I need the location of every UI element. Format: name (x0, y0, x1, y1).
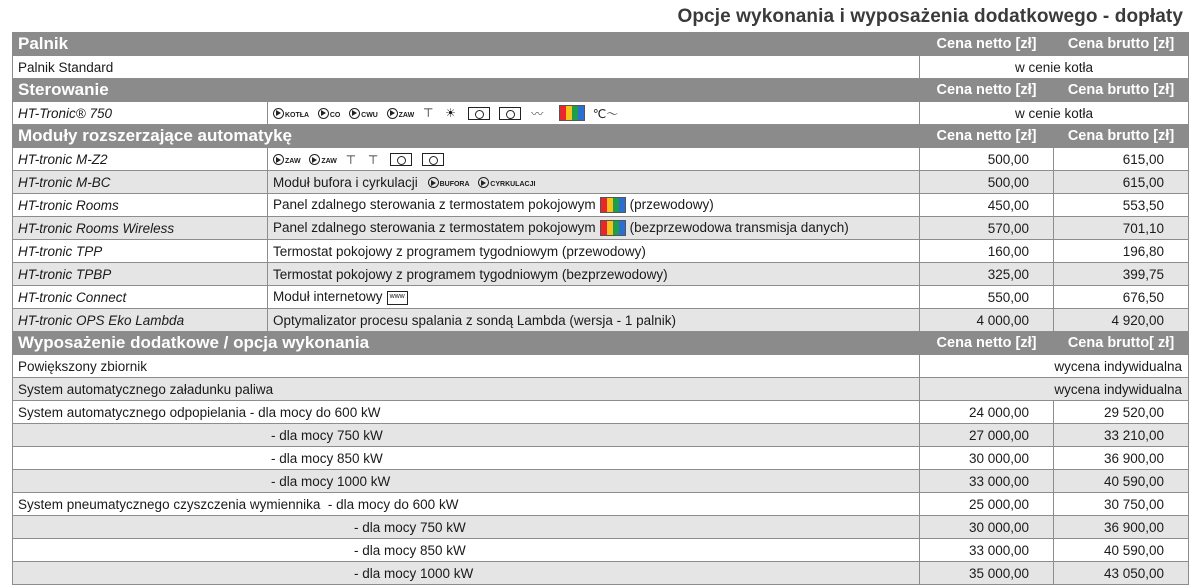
table-row (13, 355, 1189, 378)
price-net: 570,00 (920, 217, 1054, 240)
row-name: HT-tronic TPBP (13, 263, 268, 286)
section-header-sterowanie (13, 79, 1189, 102)
table-row (13, 56, 1189, 79)
price-table (12, 32, 1189, 585)
row-name: - dla mocy 750 kW (13, 424, 920, 447)
price-net: 24 000,00 (920, 401, 1054, 424)
row-name: System pneumatycznego czyszczenia wymiennika - dla mocy do 600 kW (13, 493, 920, 516)
price-net: 450,00 (920, 194, 1054, 217)
price-gross: 676,50 (1054, 286, 1189, 309)
row-desc: Termostat pokojowy z programem tygodniowym (przewodowy) (268, 240, 920, 263)
price-gross: 196,80 (1054, 240, 1189, 263)
temperature-chart-icon: ℃〜 (592, 106, 619, 121)
price-net: 30 000,00 (920, 447, 1054, 470)
row-name: - dla mocy 1000 kW (13, 470, 920, 493)
row-name: HT-tronic M-BC (13, 171, 268, 194)
row-desc: Panel zdalnego sterowania z termostatem pokojowym (przewodowy) (268, 194, 920, 217)
pump-icon: CYRKULACJI (478, 177, 535, 188)
sensor-icon (422, 153, 444, 166)
section-title: Palnik (13, 33, 920, 56)
table-row (13, 424, 1189, 447)
section-header-palnik (13, 33, 1189, 56)
page-title: Opcje wykonania i wyposażenia dodatkowego - dopłaty (677, 6, 1183, 27)
row-name: HT-tronic Rooms Wireless (13, 217, 268, 240)
price-gross: 399,75 (1054, 263, 1189, 286)
pump-icon: BUFORA (428, 177, 470, 188)
row-icons (268, 148, 920, 171)
price-gross: 29 520,00 (1054, 401, 1189, 424)
price-gross: 40 590,00 (1054, 470, 1189, 493)
price-gross: 4 920,00 (1054, 309, 1189, 332)
pump-icon: CWU (349, 108, 378, 119)
internet-icon: www (387, 291, 408, 305)
col-net-header: Cena netto [zł] (920, 33, 1054, 56)
row-desc: Termostat pokojowy z programem tygodniowym (bezprzewodowy) (268, 263, 920, 286)
table-row (13, 447, 1189, 470)
row-price: wycena indywidualna (920, 355, 1189, 378)
pump-icon: ZAW (273, 154, 301, 165)
price-gross: 615,00 (1054, 171, 1189, 194)
table-row (13, 194, 1189, 217)
price-net: 25 000,00 (920, 493, 1054, 516)
color-display-icon (600, 220, 626, 236)
col-gross-header: Cena brutto[ zł] (1054, 332, 1189, 355)
row-name: - dla mocy 750 kW (13, 516, 920, 539)
color-display-icon (600, 197, 626, 213)
table-row (13, 493, 1189, 516)
pump-icon: ZAW (387, 108, 415, 119)
table-row (13, 217, 1189, 240)
price-gross: 33 210,00 (1054, 424, 1189, 447)
price-net: 160,00 (920, 240, 1054, 263)
row-name: HT-tronic Connect (13, 286, 268, 309)
table-row (13, 309, 1189, 332)
price-gross: 615,00 (1054, 148, 1189, 171)
price-net: 500,00 (920, 171, 1054, 194)
pump-icon: ZAW (309, 154, 337, 165)
table-row (13, 539, 1189, 562)
price-net: 550,00 (920, 286, 1054, 309)
price-gross: 30 750,00 (1054, 493, 1189, 516)
row-desc: Panel zdalnego sterowania z termostatem pokojowym (bezprzewodowa transmisja danych) (268, 217, 920, 240)
sensor-icon (468, 107, 490, 120)
row-name: System automatycznego załadunku paliwa (13, 378, 920, 401)
valve-icon: ⊤ (422, 106, 434, 120)
heating-curve-icon: 〰 (531, 106, 544, 121)
table-row (13, 286, 1189, 309)
section-header-wyposazenie (13, 332, 1189, 355)
valve-icon: ⊤ (367, 152, 379, 167)
valve-icon: ⊤ (345, 152, 357, 167)
row-name: - dla mocy 850 kW (13, 539, 920, 562)
price-gross: 553,50 (1054, 194, 1189, 217)
table-row (13, 516, 1189, 539)
row-name: HT-tronic OPS Eko Lambda (13, 309, 268, 332)
price-net: 33 000,00 (920, 470, 1054, 493)
pump-icon: CO (318, 108, 341, 119)
price-net: 33 000,00 (920, 539, 1054, 562)
row-name: Powiększony zbiornik (13, 355, 920, 378)
price-gross: 40 590,00 (1054, 539, 1189, 562)
row-desc: Moduł bufora i cyrkulacji BUFORA CYRKULACJI (268, 171, 920, 194)
table-row (13, 401, 1189, 424)
table-row (13, 470, 1189, 493)
table-row (13, 378, 1189, 401)
row-name: Palnik Standard (13, 56, 920, 79)
col-net-header: Cena netto [zł] (920, 332, 1054, 355)
table-row (13, 102, 1189, 125)
price-net: 325,00 (920, 263, 1054, 286)
price-net: 4 000,00 (920, 309, 1054, 332)
price-net: 27 000,00 (920, 424, 1054, 447)
price-gross: 36 900,00 (1054, 516, 1189, 539)
section-title: Moduły rozszerzające automatykę (13, 125, 920, 148)
row-icons (268, 102, 920, 125)
sensor-icon (499, 107, 521, 120)
section-header-moduly (13, 125, 1189, 148)
table-row (13, 148, 1189, 171)
row-name: - dla mocy 850 kW (13, 447, 920, 470)
price-net: 30 000,00 (920, 516, 1054, 539)
section-title: Sterowanie (13, 79, 920, 102)
price-gross: 701,10 (1054, 217, 1189, 240)
row-name: HT-tronic M-Z2 (13, 148, 268, 171)
col-net-header: Cena netto [zł] (920, 125, 1054, 148)
sun-icon: ☀ (445, 106, 456, 120)
row-name: - dla mocy 1000 kW (13, 562, 920, 585)
price-net: 500,00 (920, 148, 1054, 171)
row-price: w cenie kotła (920, 102, 1189, 125)
row-desc: Optymalizator procesu spalania z sondą Lambda (wersja - 1 palnik) (268, 309, 920, 332)
table-row (13, 263, 1189, 286)
row-price: wycena indywidualna (920, 378, 1189, 401)
sensor-icon (390, 153, 412, 166)
row-desc: Moduł internetowy www (268, 286, 920, 309)
price-gross: 43 050,00 (1054, 562, 1189, 585)
col-net-header: Cena netto [zł] (920, 79, 1054, 102)
row-name: HT-tronic TPP (13, 240, 268, 263)
table-row (13, 240, 1189, 263)
row-price: w cenie kotła (920, 56, 1189, 79)
section-title: Wyposażenie dodatkowe / opcja wykonania (13, 332, 920, 355)
pump-icon: KOTŁA (273, 108, 309, 119)
price-net: 35 000,00 (920, 562, 1054, 585)
color-display-icon (559, 105, 585, 121)
table-row (13, 562, 1189, 585)
col-gross-header: Cena brutto [zł] (1054, 33, 1189, 56)
row-name: HT-tronic Rooms (13, 194, 268, 217)
col-gross-header: Cena brutto [zł] (1054, 79, 1189, 102)
row-name: HT-Tronic® 750 (13, 102, 268, 125)
col-gross-header: Cena brutto [zł] (1054, 125, 1189, 148)
price-gross: 36 900,00 (1054, 447, 1189, 470)
row-name: System automatycznego odpopielania - dla mocy do 600 kW (13, 401, 920, 424)
table-row (13, 171, 1189, 194)
